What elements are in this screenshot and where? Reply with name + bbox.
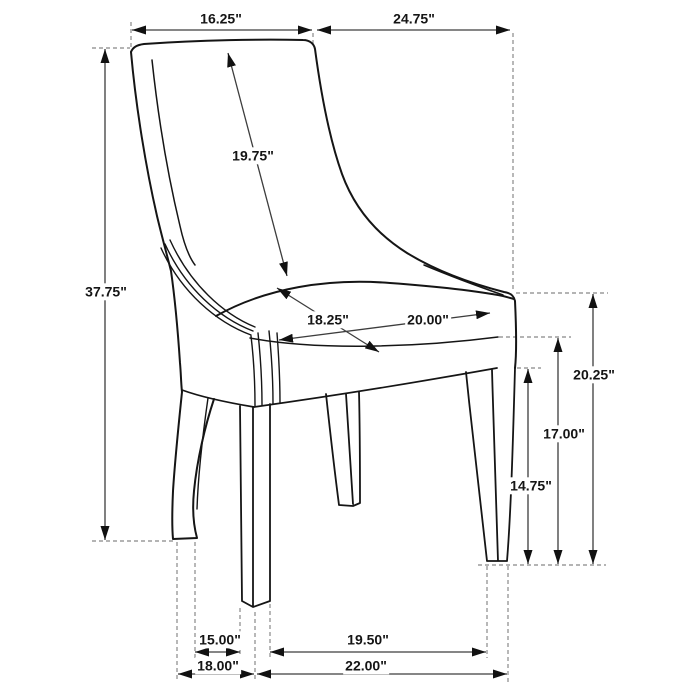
dim-label-seat-depth: 18.25" (307, 311, 349, 328)
dim-label-leg-height: 14.75" (510, 477, 552, 494)
arm-piping (161, 240, 255, 335)
front-left-leg (240, 404, 270, 607)
dim-label-side-base-span: 18.00" (197, 657, 239, 674)
dim-label-overall-base-width: 22.00" (345, 657, 387, 674)
dimension-lines (105, 30, 593, 674)
seat-cushion-top (216, 282, 514, 316)
dim-label-top-depth-span: 24.75" (393, 10, 435, 27)
front-right-leg (326, 392, 360, 506)
dim-label-side-leg-gap: 15.00" (199, 631, 241, 648)
backrest-seam (152, 60, 195, 265)
dim-label-cushion-bottom-height: 17.00" (543, 425, 585, 442)
seat-rail-bottom (254, 368, 497, 407)
dim-label-back-top-width: 16.25" (200, 10, 242, 27)
dim-label-base-inner-span: 19.50" (347, 631, 389, 648)
back-right-leg (466, 368, 515, 561)
dim-label-seat-corner-height: 20.25" (573, 366, 615, 383)
dim-label-seat-width: 20.00" (407, 311, 449, 328)
dim-label-overall-height: 37.75" (85, 283, 127, 300)
chair-left-silhouette (131, 52, 214, 539)
dashed-guide-lines (92, 22, 608, 682)
side-panel-bottom (182, 390, 254, 407)
dim-label-backrest-height: 19.75" (232, 147, 274, 164)
